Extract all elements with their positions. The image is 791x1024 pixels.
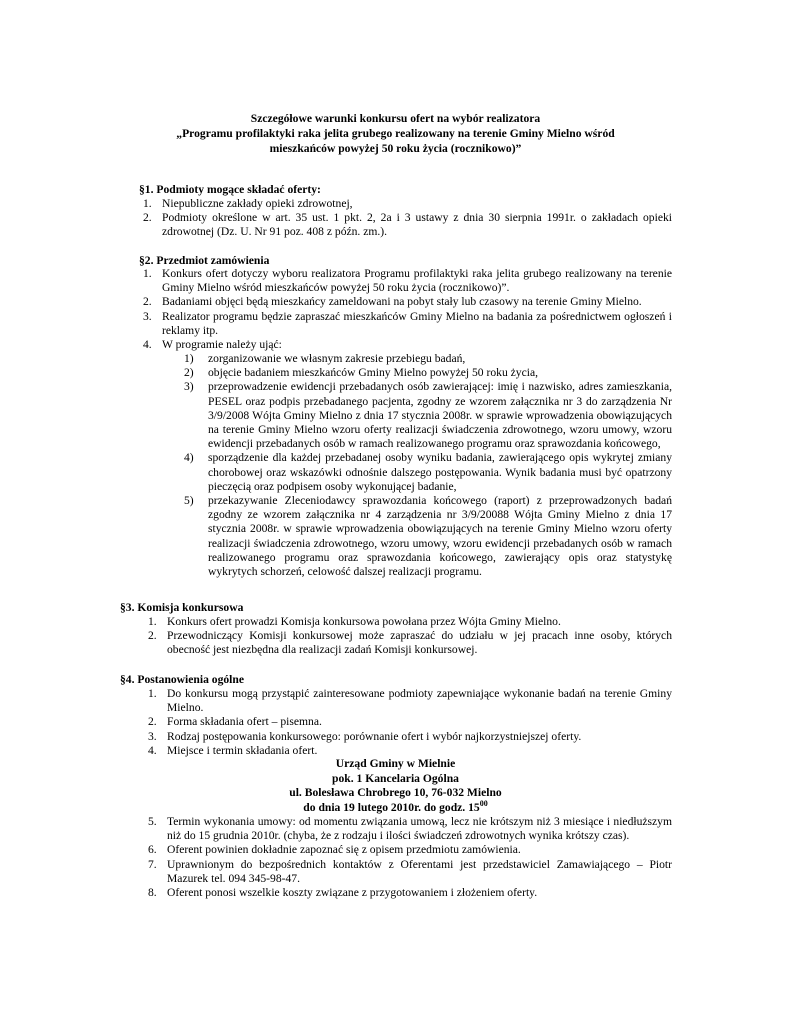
title-line-3: mieszkańców powyżej 50 roku życia (rocznikowo)” [269, 141, 522, 155]
list-item: 1. Konkurs ofert dotyczy wyboru realizatora Programu profilaktyki raka jelita grubego realizowany na terenie Gminy Mielno wśród mieszkańców powyżej 50 roku życia (rocznikowo)”. [143, 267, 672, 295]
list-item: 7. Uprawnionym do bezpośrednich kontaktów z Oferentami jest przedstawiciel Zamawiającego – Piotr Mazurek tel. 094 345-98-47. [148, 857, 672, 885]
list-item: 1) zorganizowanie we własnym zakresie przebiegu badań, [184, 352, 466, 365]
list-item: 1. Do konkursu mogą przystąpić zainteresowane podmioty zapewniające wykonanie badań na terenie Gminy Mielno. [148, 687, 672, 715]
section-4-list-b [148, 815, 672, 900]
list-item: 5) przekazywanie Zleceniodawcy sprawozdania końcowego (raport) z przeprowadzonych badań zgodny ze wzorem załącznika nr 4 zarządzenia nr 3/9/20088 Wójta Gminy Mielno z dnia 17 stycznia 2008r. w sprawie wprowadzenia obowiązujących na terenie Gminy Mielno wzoru oferty realizacji świadczenia zdrowotnego, wzoru umowy, wzoru ewidencji przebadanych osób w ramach realizowanego programu oraz sprawozdania końcowego, zawierający opis oraz statystykę wykrytych schorzeń, celowość dalszej realizacji programu. [184, 494, 672, 579]
section-2-list [143, 267, 672, 352]
list-item: 8. Oferent ponosi wszelkie koszty związane z przygotowaniem i złożeniem oferty. [148, 886, 538, 900]
section-1-list [143, 197, 672, 240]
address-line-3: ul. Bolesława Chrobrego 10, 76-032 Mielno [289, 786, 502, 799]
address-line-2: pok. 1 Kancelaria Ogólna [332, 771, 459, 785]
section-3-heading: §3. Komisja konkursowa [120, 601, 244, 614]
deadline-line: do dnia 19 lutego 2010r. do godz. $15^{00}$ [303, 798, 488, 814]
address-line-1: Urząd Gminy w Mielnie [335, 757, 456, 770]
list-item: 1. Konkurs ofert prowadzi Komisja konkursowa powołana przez Wójta Gminy Mielno. [148, 615, 561, 628]
list-item: 2) objęcie badaniem mieszkańców Gminy Mielno powyżej 50 roku życia, [184, 366, 538, 380]
list-item: 2. Badaniami objęci będą mieszkańcy zameldowani na pobyt stały lub czasowy na terenie Gminy Mielno. [143, 295, 642, 309]
section-1-heading: §1. Podmioty mogące składać oferty: [139, 183, 321, 196]
deadline-minutes: 00 [479, 798, 488, 808]
list-item: 4) sporządzenie dla każdej przebadanej osoby wyniku badania, zawierającego opis wykrytej zmiany chorobowej oraz wskazówki odnośnie dalszego postępowania. Wynik badania musi być opatrzony pieczęcią oraz podpisem osoby wykonującej badanie, [184, 451, 672, 493]
submission-address [100, 757, 691, 815]
list-item: 1. Niepubliczne zakłady opieki zdrowotnej, [143, 197, 353, 210]
section-4-heading: §4. Postanowienia ogólne [120, 673, 244, 686]
list-item: 4. W programie należy ująć: [143, 338, 282, 352]
section-4-list-a [148, 687, 672, 758]
list-item: 3. Realizator programu będzie zapraszać mieszkańców Gminy Mielno na badania za pośrednictwem ogłoszeń i reklamy itp. [143, 309, 672, 337]
list-item: 2. Forma składania ofert – pisemna. [148, 715, 322, 729]
title-line-2: „Programu profilaktyki raka jelita grubego realizowany na terenie Gminy Mielno wśród [176, 126, 615, 140]
section-2-heading: §2. Przedmiot zamówienia [139, 254, 270, 267]
list-item: 3. Rodzaj postępowania konkursowego: porównanie ofert i wybór najkorzystniejszej oferty. [148, 729, 582, 743]
list-item: 2. Podmioty określone w art. 35 ust. 1 pkt. 2, 2a i 3 ustawy z dnia 30 sierpnia 1991r. o zakładach opieki zdrowotnej (Dz. U. Nr 91 poz. 408 z późn. zm.). [143, 211, 672, 239]
document-title [100, 112, 691, 156]
list-item: 2. Przewodniczący Komisji konkursowej może zapraszać do udziału w jej pracach inne osoby, których obecność jest niezbędna dla realizacji zadań Komisji konkursowej. [148, 629, 672, 657]
list-item: 5. Termin wykonania umowy: od momentu związania umową, lecz nie krótszym niż 3 miesiące i niedłuższym niż do 15 grudnia 2010r. (chyba, że z rodzaju i ilości świadczeń zdrowotnych wynika krótszy czas). [148, 815, 672, 843]
list-item: 6. Oferent powinien dokładnie zapoznać się z opisem przedmiotu zamówienia. [148, 843, 521, 857]
list-item: 4. Miejsce i termin składania ofert. [148, 743, 318, 757]
list-item: 3) przeprowadzenie ewidencji przebadanych osób zawierającej: imię i nazwisko, adres zamieszkania, PESEL oraz podpis przebadanego pacjenta, zgodny ze wzorem załącznika nr 3 do zarządzenia Nr 3/9/2008 Wójta Gminy Mielno z dnia 17 stycznia 2008r. w sprawie wprowadzenia obowiązujących na terenie Gminy Mielno wzoru oferty realizacji świadczenia zdrowotnego, wzoru umowy, wzoru ewidencji przebadanych osób w ramach realizowanego programu oraz sprawozdania końcowego, [184, 380, 672, 451]
section-2-sublist [184, 352, 672, 579]
title-line-1: Szczegółowe warunki konkursu ofert na wybór realizatora [250, 112, 541, 125]
section-3-list [148, 615, 672, 658]
